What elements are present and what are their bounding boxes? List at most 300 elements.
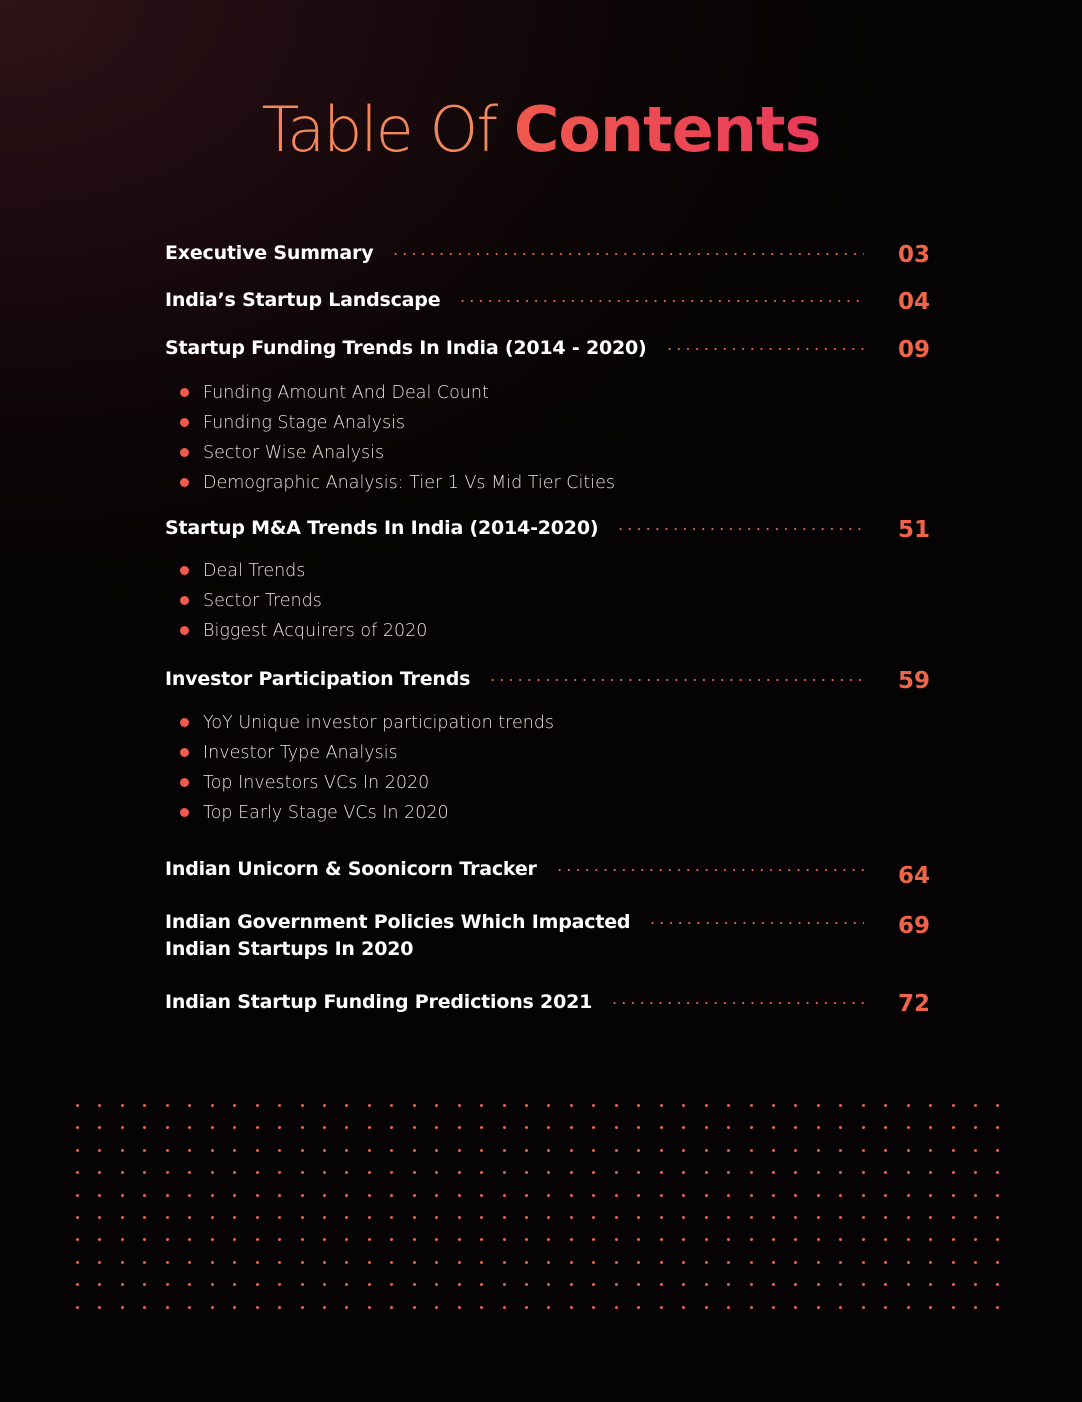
pattern-dot bbox=[705, 1261, 708, 1264]
pattern-dot bbox=[592, 1104, 595, 1107]
pattern-dot bbox=[390, 1149, 393, 1152]
pattern-dot bbox=[435, 1283, 438, 1286]
pattern-dot bbox=[525, 1104, 528, 1107]
pattern-dot bbox=[211, 1149, 214, 1152]
pattern-dot bbox=[256, 1216, 259, 1219]
pattern-dot bbox=[480, 1306, 483, 1309]
pattern-dot bbox=[458, 1216, 461, 1219]
pattern-dot bbox=[570, 1238, 573, 1241]
pattern-dot bbox=[278, 1216, 281, 1219]
pattern-dot bbox=[503, 1126, 506, 1129]
toc-subitem[interactable] bbox=[180, 586, 427, 616]
pattern-dot bbox=[390, 1171, 393, 1174]
pattern-dot bbox=[570, 1261, 573, 1264]
toc-subitems-ma-trends bbox=[180, 556, 427, 646]
pattern-dot bbox=[480, 1238, 483, 1241]
toc-entry-title: Indian Unicorn & Soonicorn Tracker bbox=[165, 858, 537, 880]
pattern-dot bbox=[750, 1283, 753, 1286]
pattern-dot bbox=[480, 1104, 483, 1107]
bullet-icon bbox=[180, 808, 189, 817]
pattern-dot bbox=[570, 1171, 573, 1174]
pattern-dot bbox=[211, 1104, 214, 1107]
pattern-dot bbox=[794, 1104, 797, 1107]
toc-entry-title: Startup M&A Trends In India (2014-2020) bbox=[165, 517, 599, 539]
pattern-dot bbox=[705, 1283, 708, 1286]
pattern-dot bbox=[278, 1126, 281, 1129]
pattern-dot bbox=[390, 1283, 393, 1286]
pattern-dot bbox=[525, 1283, 528, 1286]
pattern-dot bbox=[727, 1216, 730, 1219]
pattern-dot bbox=[929, 1283, 932, 1286]
pattern-dot bbox=[76, 1171, 79, 1174]
pattern-dot bbox=[211, 1261, 214, 1264]
toc-subitem[interactable] bbox=[180, 438, 615, 468]
pattern-dot bbox=[996, 1261, 999, 1264]
pattern-dot bbox=[368, 1126, 371, 1129]
pattern-dot bbox=[705, 1104, 708, 1107]
pattern-dot bbox=[143, 1238, 146, 1241]
pattern-dot bbox=[98, 1216, 101, 1219]
pattern-dot bbox=[592, 1261, 595, 1264]
pattern-dot bbox=[143, 1216, 146, 1219]
pattern-dot bbox=[772, 1261, 775, 1264]
toc-subitem[interactable] bbox=[180, 378, 615, 408]
pattern-dot bbox=[772, 1216, 775, 1219]
pattern-dot bbox=[794, 1171, 797, 1174]
toc-entry-title: Startup Funding Trends In India (2014 - 2020) bbox=[165, 337, 647, 359]
pattern-dot bbox=[682, 1104, 685, 1107]
pattern-dot bbox=[794, 1149, 797, 1152]
pattern-dot bbox=[323, 1261, 326, 1264]
pattern-dot bbox=[817, 1194, 820, 1197]
pattern-dot bbox=[772, 1238, 775, 1241]
pattern-dot bbox=[570, 1104, 573, 1107]
pattern-dot bbox=[323, 1171, 326, 1174]
pattern-dot bbox=[547, 1283, 550, 1286]
pattern-dot bbox=[570, 1149, 573, 1152]
toc-subitem-label: Top Investors VCs In 2020 bbox=[203, 773, 430, 793]
pattern-dot bbox=[413, 1261, 416, 1264]
pattern-dot bbox=[547, 1171, 550, 1174]
toc-entry-startup-landscape[interactable] bbox=[165, 287, 930, 316]
pattern-dot bbox=[682, 1261, 685, 1264]
pattern-dot bbox=[345, 1104, 348, 1107]
pattern-dot bbox=[952, 1194, 955, 1197]
pattern-dot bbox=[907, 1306, 910, 1309]
pattern-dot bbox=[345, 1194, 348, 1197]
pattern-dot bbox=[996, 1126, 999, 1129]
pattern-dot bbox=[368, 1216, 371, 1219]
pattern-dot bbox=[705, 1171, 708, 1174]
pattern-dot bbox=[121, 1261, 124, 1264]
pattern-dot bbox=[480, 1283, 483, 1286]
pattern-dot bbox=[637, 1216, 640, 1219]
pattern-dot bbox=[750, 1238, 753, 1241]
toc-entry-investor-participation[interactable] bbox=[165, 666, 930, 695]
pattern-dot bbox=[750, 1194, 753, 1197]
pattern-dot bbox=[615, 1149, 618, 1152]
pattern-dot bbox=[188, 1216, 191, 1219]
pattern-dot bbox=[705, 1149, 708, 1152]
pattern-dot bbox=[166, 1306, 169, 1309]
pattern-dot bbox=[660, 1216, 663, 1219]
pattern-dot bbox=[929, 1104, 932, 1107]
toc-subitem[interactable] bbox=[180, 556, 427, 586]
pattern-dot bbox=[323, 1104, 326, 1107]
toc-page-number: 03 bbox=[897, 242, 930, 268]
pattern-dot bbox=[525, 1261, 528, 1264]
pattern-dot bbox=[884, 1149, 887, 1152]
pattern-dot bbox=[278, 1238, 281, 1241]
page-title bbox=[0, 92, 1082, 168]
pattern-dot bbox=[98, 1149, 101, 1152]
pattern-dot bbox=[188, 1283, 191, 1286]
pattern-dot bbox=[98, 1194, 101, 1197]
pattern-dot bbox=[256, 1238, 259, 1241]
pattern-dot bbox=[278, 1171, 281, 1174]
dotted-leader bbox=[555, 869, 864, 871]
pattern-dot bbox=[862, 1238, 865, 1241]
pattern-dot bbox=[503, 1261, 506, 1264]
bullet-icon bbox=[180, 626, 189, 635]
pattern-dot bbox=[368, 1238, 371, 1241]
pattern-dot bbox=[166, 1194, 169, 1197]
pattern-dot bbox=[974, 1238, 977, 1241]
pattern-dot bbox=[547, 1104, 550, 1107]
pattern-dot bbox=[143, 1194, 146, 1197]
pattern-dot bbox=[547, 1194, 550, 1197]
pattern-dot bbox=[615, 1283, 618, 1286]
pattern-dot bbox=[143, 1126, 146, 1129]
toc-entry-government-policies[interactable] bbox=[165, 909, 930, 963]
title-light-part: Table Of bbox=[261, 93, 514, 166]
pattern-dot bbox=[907, 1149, 910, 1152]
pattern-dot bbox=[637, 1306, 640, 1309]
pattern-dot bbox=[458, 1283, 461, 1286]
pattern-dot bbox=[750, 1104, 753, 1107]
pattern-dot bbox=[727, 1126, 730, 1129]
pattern-dot bbox=[862, 1194, 865, 1197]
toc-entry-title bbox=[165, 909, 630, 963]
pattern-dot bbox=[839, 1126, 842, 1129]
pattern-dot bbox=[862, 1149, 865, 1152]
pattern-dot bbox=[211, 1194, 214, 1197]
dotted-leader bbox=[391, 253, 864, 255]
pattern-dot bbox=[682, 1194, 685, 1197]
pattern-dot bbox=[188, 1238, 191, 1241]
pattern-dot bbox=[974, 1283, 977, 1286]
pattern-dot bbox=[480, 1216, 483, 1219]
pattern-dot bbox=[503, 1306, 506, 1309]
pattern-dot bbox=[233, 1171, 236, 1174]
pattern-dot bbox=[458, 1149, 461, 1152]
pattern-dot bbox=[884, 1306, 887, 1309]
pattern-dot bbox=[435, 1104, 438, 1107]
pattern-dot bbox=[166, 1126, 169, 1129]
pattern-dot bbox=[480, 1126, 483, 1129]
pattern-dot bbox=[143, 1261, 146, 1264]
pattern-dot bbox=[143, 1306, 146, 1309]
pattern-dot bbox=[278, 1104, 281, 1107]
pattern-dot bbox=[256, 1104, 259, 1107]
pattern-dot bbox=[794, 1126, 797, 1129]
pattern-dot bbox=[637, 1126, 640, 1129]
pattern-dot bbox=[996, 1104, 999, 1107]
pattern-dot bbox=[121, 1216, 124, 1219]
pattern-dot bbox=[727, 1283, 730, 1286]
pattern-dot bbox=[256, 1171, 259, 1174]
pattern-dot bbox=[996, 1306, 999, 1309]
pattern-dot bbox=[503, 1283, 506, 1286]
pattern-dot bbox=[637, 1104, 640, 1107]
pattern-dot bbox=[278, 1149, 281, 1152]
pattern-dot bbox=[413, 1171, 416, 1174]
pattern-dot bbox=[121, 1238, 124, 1241]
pattern-dot bbox=[884, 1238, 887, 1241]
pattern-dot bbox=[592, 1306, 595, 1309]
pattern-dot bbox=[323, 1194, 326, 1197]
pattern-dot bbox=[592, 1149, 595, 1152]
pattern-dot bbox=[952, 1104, 955, 1107]
pattern-dot bbox=[413, 1104, 416, 1107]
pattern-dot bbox=[929, 1216, 932, 1219]
pattern-dot bbox=[525, 1216, 528, 1219]
pattern-dot bbox=[435, 1149, 438, 1152]
toc-entry-funding-predictions[interactable] bbox=[165, 989, 930, 1018]
pattern-dot bbox=[121, 1104, 124, 1107]
pattern-dot bbox=[682, 1171, 685, 1174]
pattern-dot bbox=[143, 1171, 146, 1174]
pattern-dot bbox=[570, 1283, 573, 1286]
pattern-dot bbox=[974, 1126, 977, 1129]
pattern-dot bbox=[435, 1194, 438, 1197]
pattern-dot bbox=[660, 1194, 663, 1197]
toc-entry-funding-trends[interactable] bbox=[165, 335, 930, 364]
bullet-icon bbox=[180, 388, 189, 397]
pattern-dot bbox=[615, 1306, 618, 1309]
dotted-leader bbox=[616, 528, 864, 530]
pattern-dot bbox=[233, 1104, 236, 1107]
pattern-dot bbox=[884, 1126, 887, 1129]
toc-entry-ma-trends[interactable] bbox=[165, 515, 930, 544]
pattern-dot bbox=[615, 1171, 618, 1174]
pattern-dot bbox=[390, 1104, 393, 1107]
pattern-dot bbox=[413, 1216, 416, 1219]
pattern-dot bbox=[368, 1149, 371, 1152]
bullet-icon bbox=[180, 478, 189, 487]
pattern-dot bbox=[256, 1126, 259, 1129]
pattern-dot bbox=[570, 1194, 573, 1197]
pattern-dot bbox=[750, 1261, 753, 1264]
pattern-dot bbox=[660, 1126, 663, 1129]
pattern-dot bbox=[98, 1306, 101, 1309]
pattern-dot bbox=[952, 1126, 955, 1129]
pattern-dot bbox=[525, 1126, 528, 1129]
pattern-dot bbox=[480, 1149, 483, 1152]
pattern-dot bbox=[435, 1238, 438, 1241]
pattern-dot bbox=[458, 1104, 461, 1107]
pattern-dot bbox=[615, 1194, 618, 1197]
pattern-dot bbox=[547, 1238, 550, 1241]
pattern-dot bbox=[323, 1216, 326, 1219]
pattern-dot bbox=[996, 1216, 999, 1219]
pattern-dot bbox=[772, 1149, 775, 1152]
toc-subitem-label: YoY Unique investor participation trends bbox=[203, 713, 555, 733]
toc-subitem[interactable] bbox=[180, 738, 554, 768]
pattern-dot bbox=[862, 1216, 865, 1219]
pattern-dot bbox=[547, 1261, 550, 1264]
toc-subitem[interactable] bbox=[180, 468, 615, 498]
pattern-dot bbox=[817, 1171, 820, 1174]
pattern-dot bbox=[772, 1283, 775, 1286]
pattern-dot bbox=[480, 1261, 483, 1264]
pattern-dot bbox=[233, 1216, 236, 1219]
dotted-leader bbox=[458, 300, 864, 302]
pattern-dot bbox=[368, 1104, 371, 1107]
pattern-dot bbox=[301, 1171, 304, 1174]
pattern-dot bbox=[458, 1171, 461, 1174]
pattern-dot bbox=[817, 1104, 820, 1107]
pattern-dot bbox=[278, 1283, 281, 1286]
pattern-dot bbox=[233, 1149, 236, 1152]
pattern-dot bbox=[794, 1238, 797, 1241]
pattern-dot bbox=[637, 1283, 640, 1286]
pattern-dot bbox=[794, 1283, 797, 1286]
pattern-dot bbox=[458, 1261, 461, 1264]
toc-subitem-label: Funding Stage Analysis bbox=[203, 413, 406, 433]
pattern-dot bbox=[211, 1216, 214, 1219]
pattern-dot bbox=[750, 1306, 753, 1309]
pattern-dot bbox=[705, 1194, 708, 1197]
dotted-leader bbox=[488, 679, 864, 681]
pattern-dot bbox=[458, 1194, 461, 1197]
pattern-dot bbox=[660, 1104, 663, 1107]
pattern-dot bbox=[458, 1238, 461, 1241]
pattern-dot bbox=[682, 1238, 685, 1241]
pattern-dot bbox=[705, 1216, 708, 1219]
pattern-dot bbox=[458, 1306, 461, 1309]
pattern-dot bbox=[323, 1238, 326, 1241]
pattern-dot bbox=[390, 1194, 393, 1197]
toc-subitem[interactable] bbox=[180, 616, 427, 646]
pattern-dot bbox=[817, 1216, 820, 1219]
pattern-dot bbox=[862, 1306, 865, 1309]
pattern-dot bbox=[256, 1194, 259, 1197]
pattern-dot bbox=[345, 1283, 348, 1286]
pattern-dot bbox=[256, 1261, 259, 1264]
pattern-dot bbox=[301, 1283, 304, 1286]
pattern-dot bbox=[390, 1216, 393, 1219]
pattern-dot bbox=[727, 1104, 730, 1107]
pattern-dot bbox=[188, 1171, 191, 1174]
pattern-dot bbox=[390, 1261, 393, 1264]
pattern-dot bbox=[480, 1194, 483, 1197]
pattern-dot bbox=[413, 1194, 416, 1197]
toc-entry-executive-summary[interactable] bbox=[165, 240, 930, 269]
pattern-dot bbox=[660, 1171, 663, 1174]
pattern-dot bbox=[345, 1306, 348, 1309]
pattern-dot bbox=[884, 1216, 887, 1219]
toc-entry-unicorn-tracker[interactable] bbox=[165, 856, 930, 890]
pattern-dot bbox=[413, 1126, 416, 1129]
toc-subitem[interactable] bbox=[180, 768, 554, 798]
pattern-dot bbox=[862, 1171, 865, 1174]
pattern-dot bbox=[278, 1261, 281, 1264]
bullet-icon bbox=[180, 418, 189, 427]
pattern-dot bbox=[278, 1194, 281, 1197]
pattern-dot bbox=[974, 1216, 977, 1219]
pattern-dot bbox=[772, 1104, 775, 1107]
pattern-dot bbox=[390, 1238, 393, 1241]
pattern-dot bbox=[188, 1306, 191, 1309]
pattern-dot bbox=[884, 1261, 887, 1264]
pattern-dot bbox=[727, 1171, 730, 1174]
pattern-dot bbox=[503, 1194, 506, 1197]
toc-subitem[interactable] bbox=[180, 408, 615, 438]
pattern-dot bbox=[211, 1283, 214, 1286]
pattern-dot bbox=[301, 1238, 304, 1241]
dotted-leader bbox=[648, 922, 864, 924]
pattern-dot bbox=[660, 1283, 663, 1286]
pattern-dot bbox=[121, 1194, 124, 1197]
pattern-dot bbox=[974, 1261, 977, 1264]
toc-subitem-label: Demographic Analysis: Tier 1 Vs Mid Tier Cities bbox=[203, 473, 615, 493]
toc-page-number: 59 bbox=[897, 668, 930, 694]
pattern-dot bbox=[750, 1216, 753, 1219]
pattern-dot bbox=[952, 1238, 955, 1241]
pattern-dot bbox=[525, 1238, 528, 1241]
pattern-dot bbox=[592, 1194, 595, 1197]
pattern-dot bbox=[480, 1171, 483, 1174]
pattern-dot bbox=[817, 1149, 820, 1152]
pattern-dot bbox=[974, 1104, 977, 1107]
pattern-dot bbox=[615, 1126, 618, 1129]
pattern-dot bbox=[839, 1149, 842, 1152]
pattern-dot bbox=[188, 1194, 191, 1197]
toc-entry-title-line2: Indian Startups In 2020 bbox=[165, 938, 414, 960]
dot-grid-pattern bbox=[68, 1097, 1012, 1317]
pattern-dot bbox=[750, 1171, 753, 1174]
dotted-leader bbox=[665, 348, 864, 350]
pattern-dot bbox=[76, 1149, 79, 1152]
pattern-dot bbox=[525, 1171, 528, 1174]
pattern-dot bbox=[233, 1238, 236, 1241]
pattern-dot bbox=[98, 1171, 101, 1174]
pattern-dot bbox=[233, 1194, 236, 1197]
pattern-dot bbox=[98, 1104, 101, 1107]
pattern-dot bbox=[570, 1126, 573, 1129]
pattern-dot bbox=[188, 1104, 191, 1107]
pattern-dot bbox=[166, 1261, 169, 1264]
pattern-dot bbox=[458, 1126, 461, 1129]
pattern-dot bbox=[637, 1149, 640, 1152]
pattern-dot bbox=[503, 1238, 506, 1241]
pattern-dot bbox=[839, 1261, 842, 1264]
pattern-dot bbox=[525, 1306, 528, 1309]
pattern-dot bbox=[345, 1261, 348, 1264]
pattern-dot bbox=[592, 1126, 595, 1129]
toc-subitem[interactable] bbox=[180, 708, 554, 738]
toc-page-number: 51 bbox=[897, 517, 930, 543]
pattern-dot bbox=[368, 1306, 371, 1309]
pattern-dot bbox=[817, 1306, 820, 1309]
pattern-dot bbox=[952, 1283, 955, 1286]
pattern-dot bbox=[390, 1306, 393, 1309]
title-bold-part: Contents bbox=[513, 93, 821, 166]
pattern-dot bbox=[862, 1283, 865, 1286]
pattern-dot bbox=[121, 1149, 124, 1152]
toc-subitem[interactable] bbox=[180, 798, 554, 828]
